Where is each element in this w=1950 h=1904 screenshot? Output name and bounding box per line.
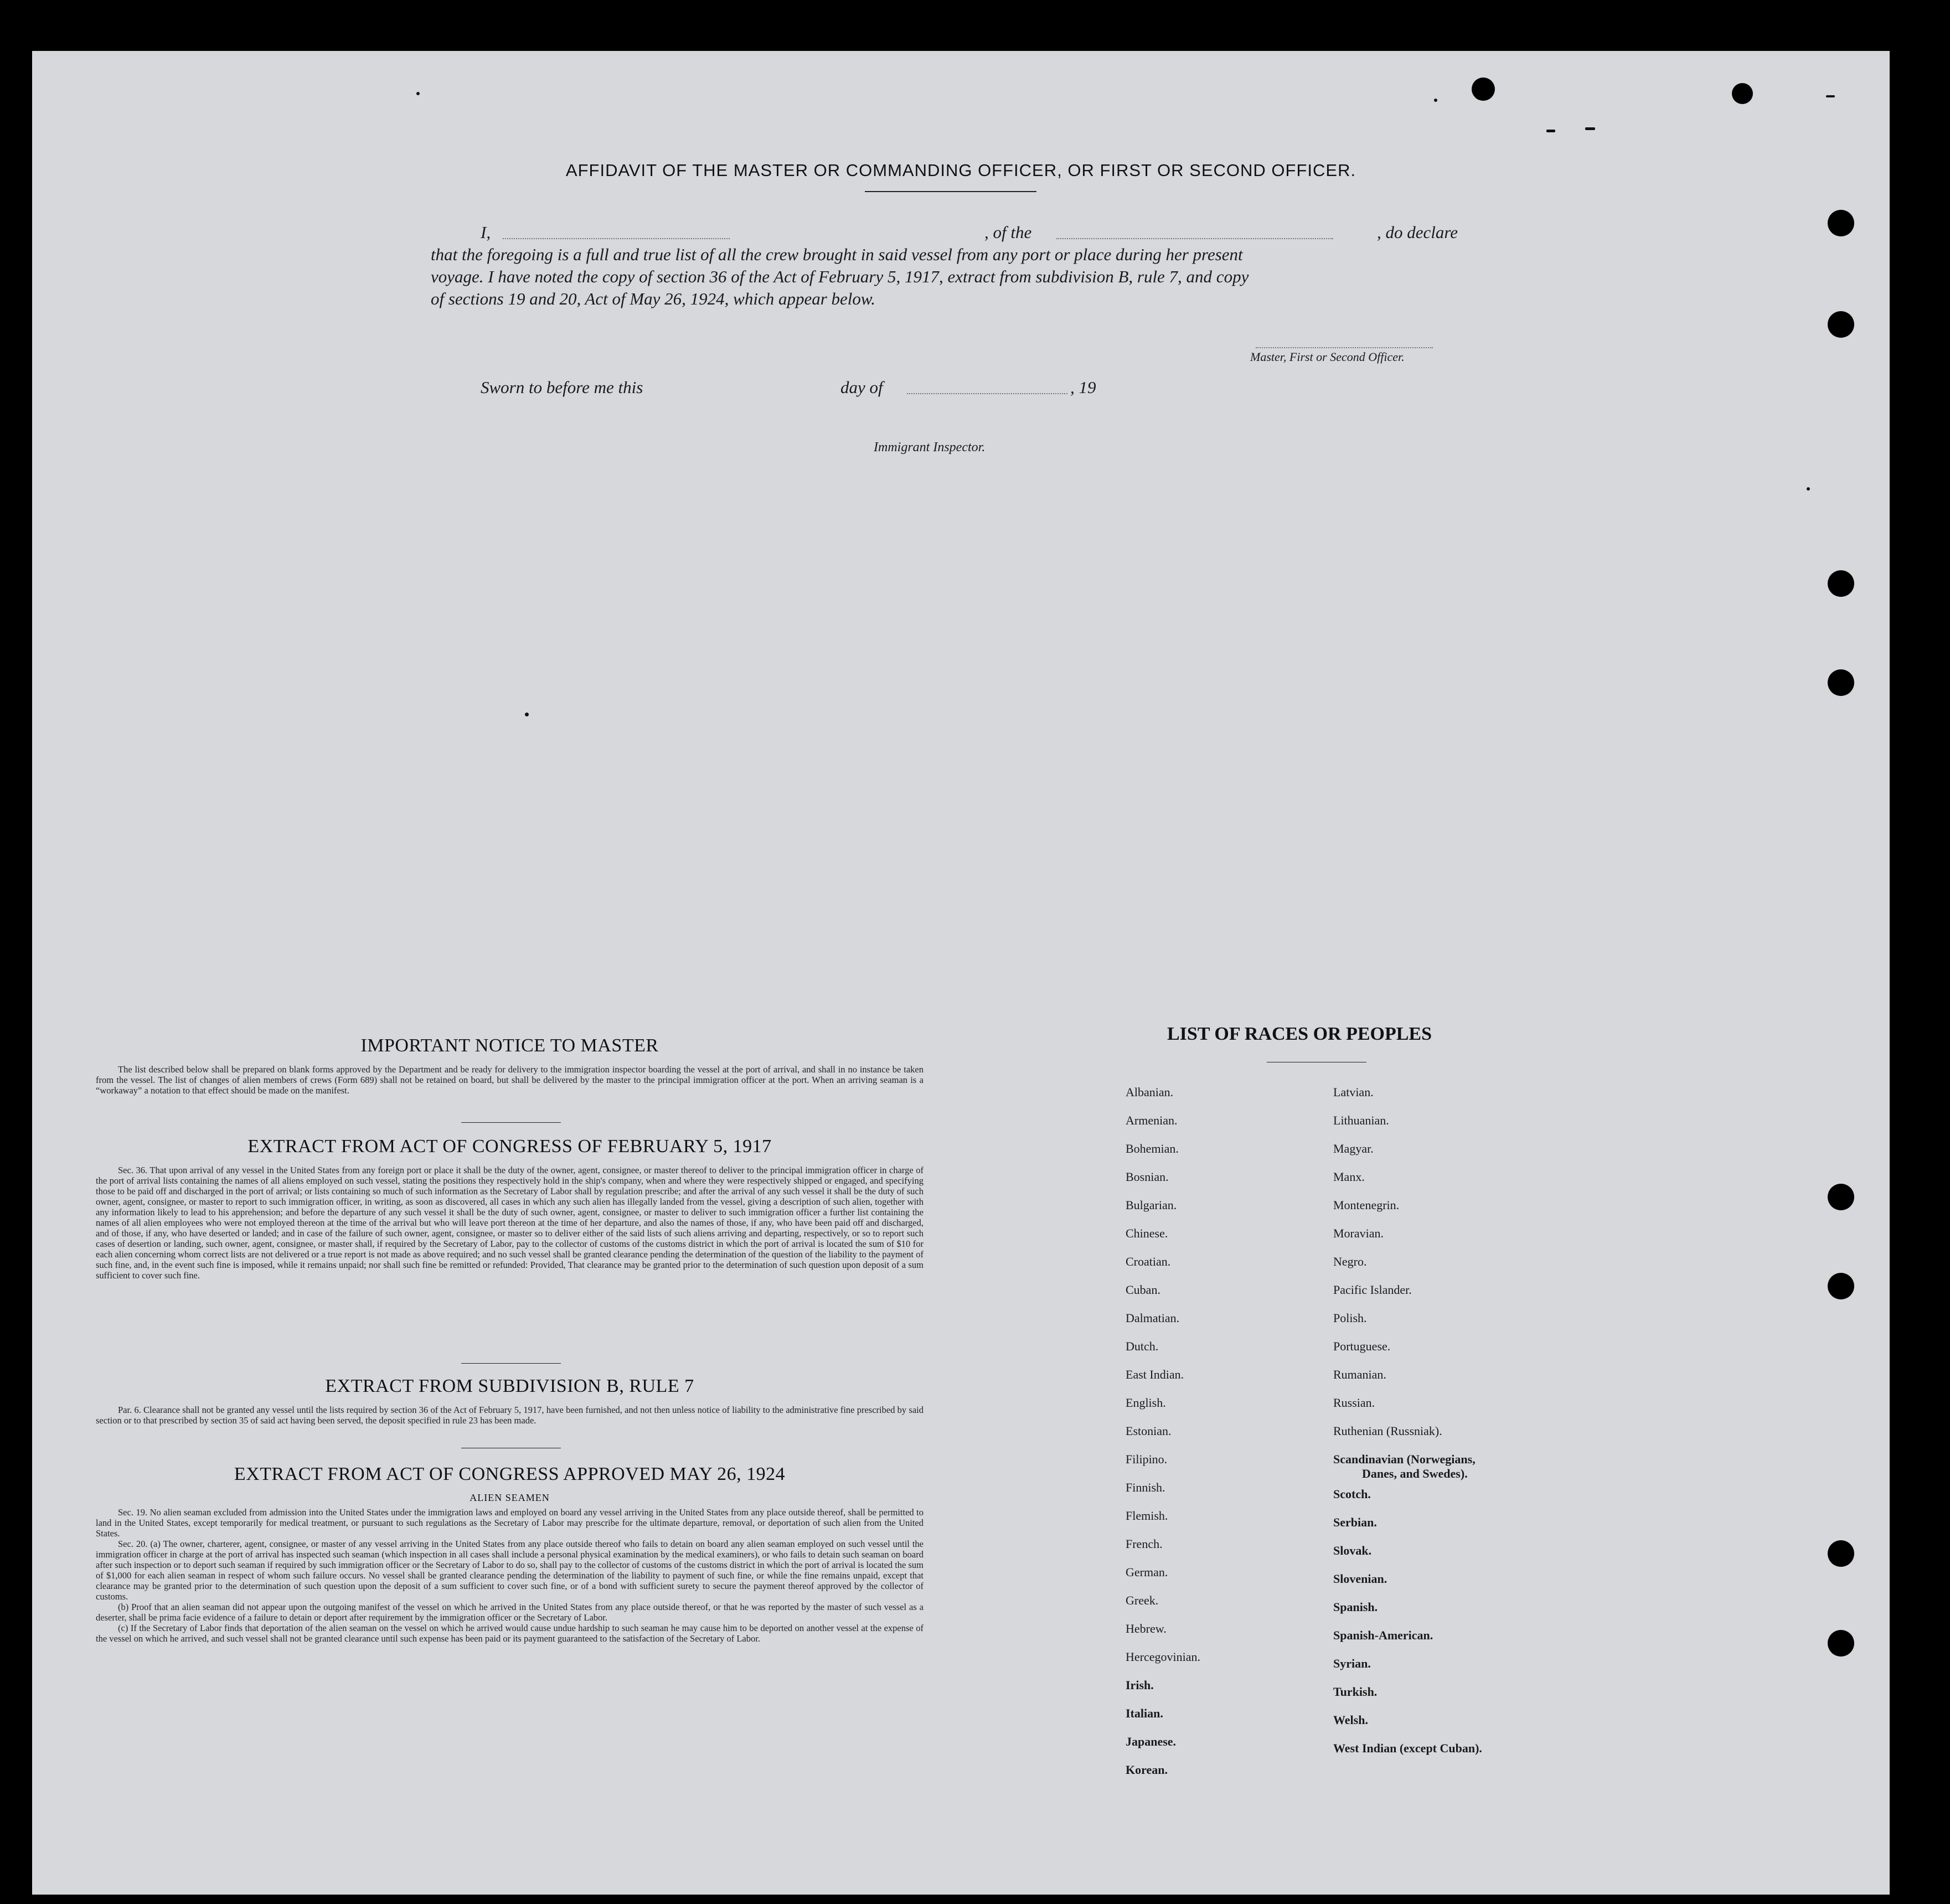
speck	[1807, 487, 1810, 491]
race-item: Latvian.	[1333, 1085, 1374, 1099]
rule7-paragraph: Par. 6. Clearance shall not be granted any vessel until the lists required by section 36 of the Act of February 5, 1917, have been furnished, and not then unless notice of liability to the administrative fine prescribed by said section or to that prescribed by section 35 of said act having been served, the deposit specified in rule 23 has been made.	[96, 1405, 924, 1426]
race-item: Polish.	[1333, 1311, 1367, 1325]
inspector-label: Immigrant Inspector.	[874, 440, 986, 455]
master-label: Master, First or Second Officer.	[1250, 350, 1405, 364]
race-item: Magyar.	[1333, 1142, 1374, 1155]
race-item: Spanish.	[1333, 1600, 1378, 1614]
race-item: Negro.	[1333, 1255, 1367, 1268]
master-signature-line	[1256, 347, 1433, 348]
race-item: Croatian.	[1126, 1255, 1171, 1268]
affidavit-line-2: that the foregoing is a full and true list of all the crew brought in said vessel from any port or place during her present	[431, 245, 1243, 264]
extract-1924-text	[96, 1507, 924, 1644]
rule7-heading: EXTRACT FROM SUBDIVISION B, RULE 7	[325, 1376, 694, 1396]
race-item: Moravian.	[1333, 1226, 1384, 1240]
race-item: Syrian.	[1333, 1657, 1371, 1670]
extract-1917-rule	[461, 1363, 561, 1364]
sworn-a: Sworn to before me this	[481, 378, 643, 397]
affidavit-line-4: of sections 19 and 20, Act of May 26, 1924, which appear below.	[431, 289, 876, 308]
punch-hole	[1828, 1630, 1854, 1657]
sec20a-paragraph: Sec. 20. (a) The owner, charterer, agent, consignee, or master of any vessel arriving in the United States from any place outside thereof who fails to detain on board any alien seaman employed on such vessel until the immigration officer in charge at the port of arrival has inspected such seaman (which inspection in all cases shall include a personal physical examination by the medical examiners), or who fails to detain such seaman on board after such inspection or to deport such seaman if required by such immigration officer or the Secretary of Labor to do so, shall pay to the collector of customs of the customs district in which the port of arrival is located the sum of $1,000 for each alien seaman in respect of whom such failure occurs. No vessel shall be granted clearance pending the determination of the liability to payment of such fine, or while the fine remains unpaid, except that clearance may be granted prior to the determination of such question upon the deposit of a sum sufficient to cover such fine, or of a bond with sufficient surety to secure the payment thereof approved by the collector of customs.	[96, 1539, 924, 1602]
punch-hole	[1472, 78, 1495, 101]
race-item: Korean.	[1126, 1763, 1168, 1777]
race-item: Filipino.	[1126, 1452, 1168, 1466]
affidavit-line-1a: I,	[481, 223, 491, 242]
speck	[1434, 99, 1437, 102]
race-item: Pacific Islander.	[1333, 1283, 1412, 1297]
extract-1924-heading: EXTRACT FROM ACT OF CONGRESS APPROVED MAY 26, 1924	[234, 1464, 786, 1484]
rule7-text	[96, 1405, 924, 1426]
affidavit-line-3: voyage. I have noted the copy of section 36 of the Act of February 5, 1917, extract from subdivision B, rule 7, and copy	[431, 267, 1249, 286]
punch-hole	[1828, 669, 1854, 696]
sworn-c: , 19	[1070, 378, 1096, 397]
affidavit-title: AFFIDAVIT OF THE MASTER OR COMMANDING OFFICER, OR FIRST OR SECOND OFFICER.	[565, 161, 1356, 180]
race-item: Spanish-American.	[1333, 1628, 1433, 1642]
race-item: Turkish.	[1333, 1685, 1378, 1699]
sec19-paragraph: Sec. 19. No alien seaman excluded from admission into the United States under the immigration laws and employed on board any vessel arriving in the United States from any place outside thereof, shall be permitted to land in the United States, except temporarily for medical treatment, or pursuant to such regulations as the Secretary of Labor may prescribe for the ultimate departure, removal, or deportation of such alien from the United States.	[96, 1507, 924, 1539]
punch-hole	[1828, 210, 1854, 236]
race-item: English.	[1126, 1396, 1166, 1410]
race-item: Flemish.	[1126, 1509, 1168, 1523]
punch-hole	[1828, 570, 1854, 597]
race-item: Finnish.	[1126, 1480, 1165, 1494]
notice-text	[96, 1064, 924, 1096]
race-item: Ruthenian (Russniak).	[1333, 1424, 1442, 1438]
race-item: Portuguese.	[1333, 1339, 1391, 1353]
race-item: Danes, and Swedes).	[1362, 1467, 1468, 1480]
speck	[525, 713, 529, 716]
race-item: Estonian.	[1126, 1424, 1172, 1438]
alien-seamen-subheading: ALIEN SEAMEN	[470, 1492, 550, 1503]
race-item: Russian.	[1333, 1396, 1375, 1410]
extract-1917-paragraph: Sec. 36. That upon arrival of any vessel in the United States from any foreign port or place it shall be the duty of the owner, agent, consignee, or master thereof to deliver to the principal immigration officer in charge of the port of arrival lists containing the names of all aliens employed on such vessel, stating the positions they respectively hold in the ship's company, when and where they were respectively shipped or engaged, and specifying those to be paid off and discharged in the port of arrival; or lists containing so much of such information as the Secretary of Labor shall by regulation prescribe; and after the arrival of any such vessel it shall be the duty of such owner, agent, consignee, or master to report to such immigration officer, in writing, as soon as discovered, all cases in which any such alien has illegally landed from the vessel, giving a description of such alien, together with any information likely to lead to his apprehension; and before the departure of any such vessel it shall be the duty of such owner, agent, consignee, or master to deliver to such immigration officer a further list containing the names of all alien employees who were not employed thereon at the time of the arrival but who will leave port thereon at the time of her departure, and also the names of those, if any, who have been paid off and discharged, and of those, if any, who have deserted or landed; and in case of the failure of such owner, agent, consignee, or master so to deliver either of the said lists of such aliens arriving and departing, respectively, or so to report such cases of desertion or landing, such owner, agent, consignee, or master shall, if required by the Secretary of Labor, pay to the collector of customs of the customs district in which the port of arrival is located the sum of $10 for each alien concerning whom correct lists are not delivered or a true report is not made as above required; and no such vessel shall be granted clearance pending the determination of the question of the liability to the payment of such fine, and, in the event such fine is imposed, while it remains unpaid; nor shall such fine be remitted or refunded: Provided, That clearance may be granted prior to the determination of such question upon deposit of a sum sufficient to cover such fine.	[96, 1165, 924, 1281]
race-item: Albanian.	[1126, 1085, 1174, 1099]
race-item: Dalmatian.	[1126, 1311, 1180, 1325]
speck	[1826, 95, 1835, 97]
affidavit-line-1	[431, 221, 1508, 244]
race-item: Scotch.	[1333, 1487, 1371, 1501]
speck	[1546, 130, 1555, 132]
race-item: Scandinavian (Norwegians,	[1333, 1452, 1476, 1466]
race-item: French.	[1126, 1537, 1163, 1551]
race-item: Armenian.	[1126, 1113, 1178, 1127]
punch-hole	[1828, 1184, 1854, 1210]
race-item: Bulgarian.	[1126, 1198, 1177, 1212]
race-item: Manx.	[1333, 1170, 1365, 1184]
race-item: German.	[1126, 1565, 1168, 1579]
race-item: Rumanian.	[1333, 1368, 1386, 1381]
affidavit-line-1b: , of the	[984, 223, 1032, 242]
notice-rule	[461, 1122, 561, 1123]
races-heading: LIST OF RACES OR PEOPLES	[1167, 1024, 1432, 1044]
race-item: Bohemian.	[1126, 1142, 1179, 1155]
race-item: Chinese.	[1126, 1226, 1168, 1240]
race-item: Hebrew.	[1126, 1622, 1167, 1635]
speck	[1585, 127, 1595, 130]
race-item: West Indian (except Cuban).	[1333, 1741, 1482, 1755]
race-item: Slovenian.	[1333, 1572, 1387, 1586]
punch-hole	[1828, 1540, 1854, 1567]
race-item: Dutch.	[1126, 1339, 1159, 1353]
punch-hole	[1828, 311, 1854, 338]
sec20c-paragraph: (c) If the Secretary of Labor finds that deportation of the alien seaman on the vessel on which he arrived would cause undue hardship to such seaman he may cause him to be deported on another vessel at the expense of the vessel on which he arrived, and such vessel shall not be granted clearance until such expense has been paid or its payment guaranteed to the satisfaction of the Secretary of Labor.	[96, 1623, 924, 1644]
sec20b-paragraph: (b) Proof that an alien seaman did not appear upon the outgoing manifest of the vessel on which he arrived in the United States from any place outside thereof, or that he was reported by the master of such vessel as a deserter, shall be prima facie evidence of a failure to detain or deport after requirement by the immigration officer or the Secretary of Labor.	[96, 1602, 924, 1623]
notice-heading: IMPORTANT NOTICE TO MASTER	[360, 1035, 659, 1056]
race-item: East Indian.	[1126, 1368, 1184, 1381]
race-item: Hercegovinian.	[1126, 1650, 1200, 1664]
sworn-b: day of	[840, 378, 883, 397]
race-item: Bosnian.	[1126, 1170, 1169, 1184]
extract-1917-text	[96, 1165, 924, 1281]
sworn-month-blank	[907, 393, 1067, 394]
race-item: Slovak.	[1333, 1544, 1372, 1557]
document-page	[32, 51, 1890, 1895]
title-rule	[865, 191, 1036, 192]
race-item: Italian.	[1126, 1706, 1163, 1720]
speck	[416, 92, 420, 95]
race-item: Greek.	[1126, 1593, 1159, 1607]
race-item: Irish.	[1126, 1678, 1154, 1692]
race-item: Cuban.	[1126, 1283, 1160, 1297]
race-item: Montenegrin.	[1333, 1198, 1400, 1212]
name-blank	[503, 238, 730, 239]
race-item: Lithuanian.	[1333, 1113, 1389, 1127]
punch-hole	[1828, 1273, 1854, 1299]
race-item: Japanese.	[1126, 1735, 1177, 1748]
race-item: Serbian.	[1333, 1515, 1377, 1529]
affidavit-line-1c: , do declare	[1376, 223, 1458, 242]
extract-1917-heading: EXTRACT FROM ACT OF CONGRESS OF FEBRUARY 5, 1917	[247, 1136, 772, 1157]
vessel-blank	[1056, 238, 1333, 239]
race-item: Welsh.	[1333, 1713, 1368, 1727]
punch-hole	[1732, 83, 1753, 104]
notice-paragraph: The list described below shall be prepared on blank forms approved by the Department and be ready for delivery to the immigration inspector boarding the vessel at the port of arrival, and shall in no instance be taken from the vessel. The list of changes of alien members of crews (Form 689) shall not be retained on board, but shall be delivered by the master to the principal immigration officer at the port. When an arriving seaman is a “workaway” a notation to that effect should be made on the manifest.	[96, 1064, 924, 1096]
